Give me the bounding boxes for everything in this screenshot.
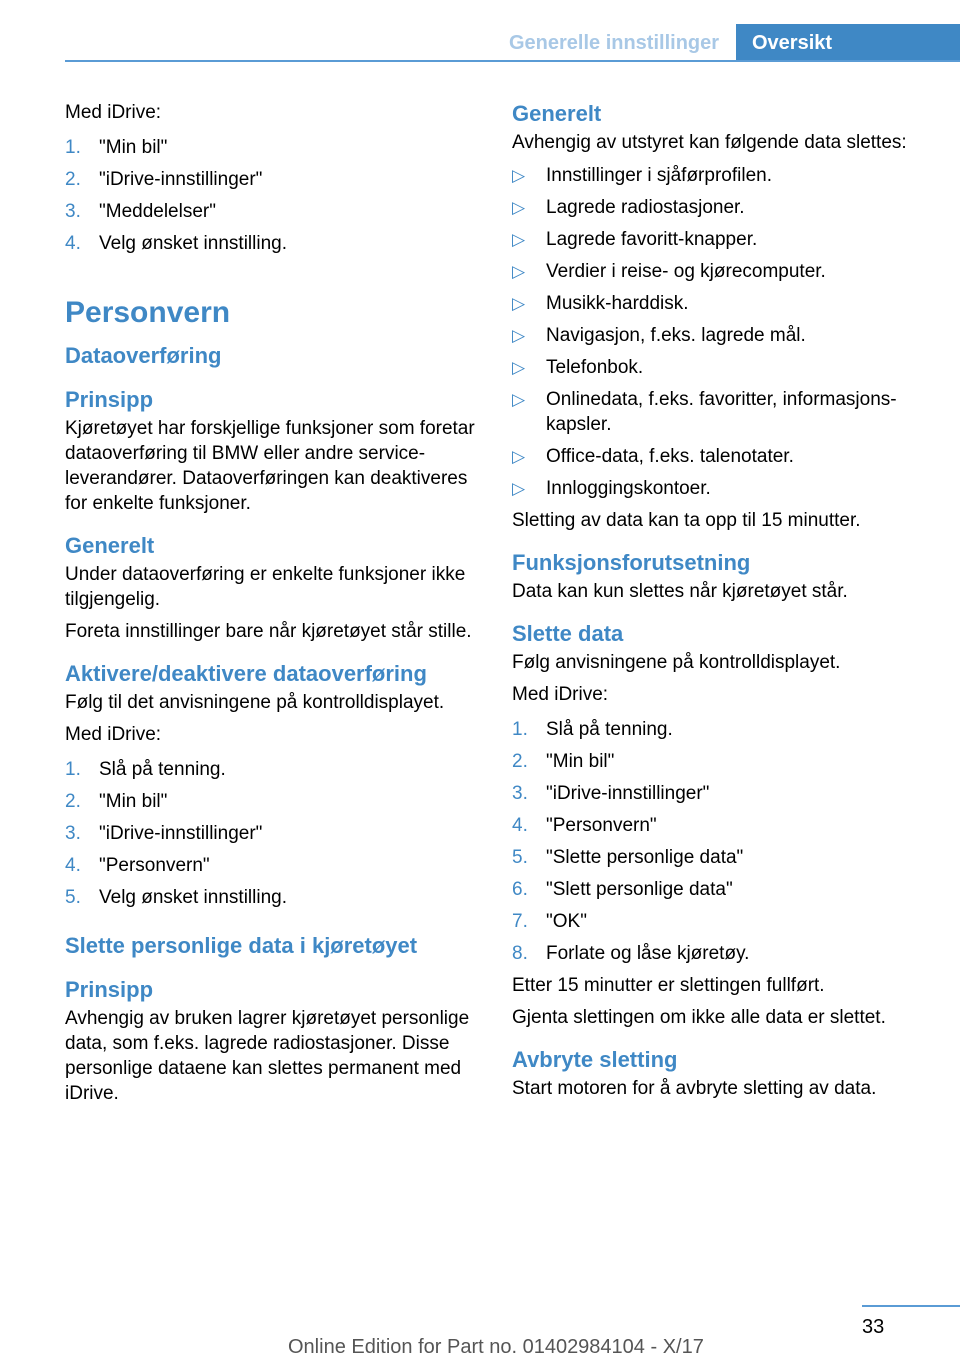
header-section-title: Generelle innstillinger: [508, 32, 720, 54]
list-item: ▷ Navigasjon, f.eks. lagrede mål.: [512, 325, 806, 346]
list-item: 8. Forlate og låse kjøretøy.: [512, 943, 750, 964]
list-item: 3. "iDrive-innstillinger": [512, 783, 710, 804]
after-delete-text-2: Gjenta slettingen om ikke alle data er slettet.: [512, 1007, 886, 1028]
heading-abort-delete: Avbryte sletting: [512, 1047, 678, 1072]
heading-general-right: Generelt: [512, 101, 602, 126]
list-item: 7. "OK": [512, 911, 587, 932]
list-item: 2. "iDrive-innstillinger": [65, 169, 263, 190]
triangle-bullet-icon: ▷: [512, 390, 526, 409]
page-number: 33: [862, 1316, 885, 1338]
general-text-1: Under dataoverføring er enkelte funksjoner ikke tilgjengelig.: [65, 564, 466, 610]
heading-delete-data: Slette data: [512, 621, 624, 646]
left-column: [65, 100, 480, 1113]
heading-function-requirement: Funksjonsforutsetning: [512, 550, 751, 575]
activate-text: Følg til det anvisningene på kontrolldisplayet.: [65, 692, 445, 713]
triangle-bullet-icon: ▷: [512, 198, 526, 217]
list-item: 5. Velg ønsket innstilling.: [65, 887, 287, 908]
triangle-bullet-icon: ▷: [512, 230, 526, 249]
triangle-bullet-icon: ▷: [512, 326, 526, 345]
list-item: 1. "Min bil": [65, 137, 168, 158]
list-item: ▷ Innstillinger i sjåførprofilen.: [512, 165, 772, 186]
list-item: 4. Velg ønsket innstilling.: [65, 233, 287, 254]
right-column: [512, 100, 932, 1108]
header-rule: [65, 60, 960, 62]
list-item: ▷ Office-data, f.eks. talenotater.: [512, 446, 794, 467]
heading-general: Generelt: [65, 533, 155, 558]
heading-dataoverforing: Dataoverføring: [65, 343, 222, 368]
heading-delete-personal-data: Slette personlige data i kjøretøyet: [65, 933, 418, 958]
delete-principle-text: Avhengig av bruken lagrer kjøretøyet personlige data, som f.eks. lagrede radiostasjoner. Disse personlige dataene kan slettes permanent med iDrive.: [65, 1008, 470, 1104]
function-requirement-text: Data kan kun slettes når kjøretøyet står.: [512, 581, 848, 602]
heading-personvern: Personvern: [65, 296, 231, 329]
list-item: 2. "Min bil": [512, 751, 615, 772]
list-item: 3. "iDrive-innstillinger": [65, 823, 263, 844]
principle-text: Kjøretøyet har forskjellige funksjoner som foretar dataoverføring til BMW eller andre serviceleverandører. Dataoverføringen kan deaktiveres for enkelte funksjoner.: [65, 418, 475, 514]
list-item: ▷ Innloggingskontoer.: [512, 478, 711, 499]
triangle-bullet-icon: ▷: [512, 294, 526, 313]
heading-principle: Prinsipp: [65, 387, 154, 412]
triangle-bullet-icon: ▷: [512, 447, 526, 466]
list-item: ▷ Verdier i reise- og kjørecomputer.: [512, 261, 826, 282]
list-item: 2. "Min bil": [65, 791, 168, 812]
list-item: 5. "Slette personlige data": [512, 847, 744, 868]
step-list-3: [512, 717, 932, 966]
heading-delete-principle: Prinsipp: [65, 977, 154, 1002]
list-item: 4. "Personvern": [65, 855, 210, 876]
list-item: 3. "Meddelelser": [65, 201, 216, 222]
footer-rule: [862, 1305, 960, 1307]
footer-edition: Online Edition for Part no. 01402984104 - X/17: [288, 1336, 704, 1358]
triangle-bullet-icon: ▷: [512, 479, 526, 498]
list-item: ▷ Lagrede radiostasjoner.: [512, 197, 745, 218]
general-right-text: Avhengig av utstyret kan følgende data slettes:: [512, 132, 907, 153]
list-item: 1. Slå på tenning.: [65, 759, 226, 780]
header-active-tab: Oversikt: [736, 24, 960, 62]
step-list-2: [65, 757, 480, 910]
triangle-bullet-icon: ▷: [512, 358, 526, 377]
delete-time-text: Sletting av data kan ta opp til 15 minutter.: [512, 510, 861, 531]
after-delete-text-1: Etter 15 minutter er slettingen fullført.: [512, 975, 825, 996]
list-item: ▷ Telefonbok.: [512, 357, 644, 378]
triangle-bullet-icon: ▷: [512, 262, 526, 281]
activate-intro: Med iDrive:: [65, 724, 162, 745]
list-item: 1. Slå på tenning.: [512, 719, 673, 740]
triangle-bullet-icon: ▷: [512, 166, 526, 185]
abort-delete-text: Start motoren for å avbryte sletting av data.: [512, 1078, 877, 1099]
list-item: ▷ Musikk-harddisk.: [512, 293, 689, 314]
list-item: 6. "Slett personlige data": [512, 879, 733, 900]
deletable-data-list: [512, 163, 932, 501]
general-text-2: Foreta innstillinger bare når kjøretøyet står stille.: [65, 621, 472, 642]
heading-activate: Aktivere/deaktivere dataoverføring: [65, 661, 427, 686]
list-item: ▷ Onlinedata, f.eks. favoritter, informasjonskapsler.: [512, 389, 897, 435]
delete-data-intro: Med iDrive:: [512, 684, 609, 705]
intro-text: Med iDrive:: [65, 102, 162, 123]
step-list-1: [65, 135, 480, 256]
delete-data-text: Følg anvisningene på kontrolldisplayet.: [512, 652, 841, 673]
list-item: 4. "Personvern": [512, 815, 657, 836]
list-item: ▷ Lagrede favoritt-knapper.: [512, 229, 758, 250]
